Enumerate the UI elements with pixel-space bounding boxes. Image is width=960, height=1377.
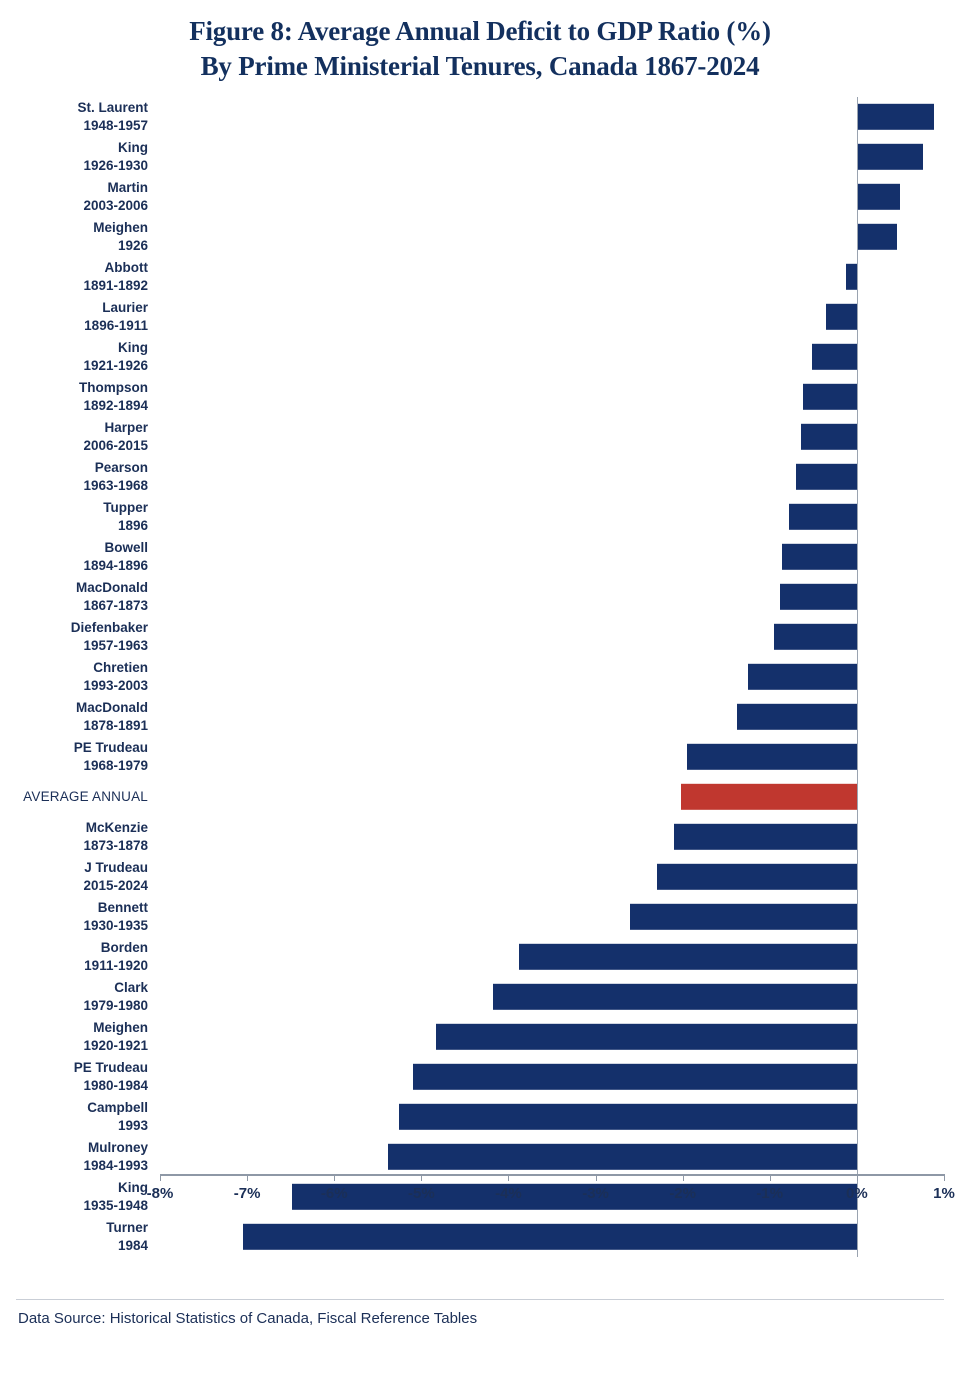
category-years: 1980-1984 <box>83 1078 148 1094</box>
x-axis-tick <box>508 1174 509 1181</box>
bar[interactable] <box>493 984 857 1010</box>
bar-row <box>160 1057 944 1097</box>
category-years: 1926-1930 <box>83 158 148 174</box>
x-axis-tick-label: 1% <box>933 1185 955 1202</box>
category-label: Diefenbaker 1957-1963 <box>71 619 148 655</box>
category-label: Campbell 1993 <box>87 1099 148 1135</box>
category-label-row <box>0 857 156 897</box>
x-axis-tick <box>421 1174 422 1181</box>
category-label-row <box>0 337 156 377</box>
bar-row <box>160 817 944 857</box>
bar-average-annual[interactable] <box>681 784 857 810</box>
bar[interactable] <box>796 464 857 490</box>
category-label-row <box>0 97 156 137</box>
x-axis-tick <box>944 1174 945 1181</box>
category-years: 1878-1891 <box>83 718 148 734</box>
category-years: 1873-1878 <box>83 838 148 854</box>
x-axis-tick-label: -7% <box>233 1185 261 1202</box>
category-label: J Trudeau 2015-2024 <box>83 859 148 895</box>
x-axis-tick <box>857 1174 858 1181</box>
category-label: Meighen 1926 <box>93 219 148 255</box>
category-label-row <box>0 297 156 337</box>
category-label-row <box>0 217 156 257</box>
bar-row <box>160 217 944 257</box>
category-years: 1930-1935 <box>83 918 148 934</box>
category-label-row <box>0 1177 156 1217</box>
category-label-row <box>0 1017 156 1057</box>
category-label: St. Laurent 1948-1957 <box>77 99 148 135</box>
x-axis-tick <box>683 1174 684 1181</box>
category-label: King 1935-1948 <box>83 1179 148 1215</box>
category-years: 1935-1948 <box>83 1198 148 1214</box>
bar[interactable] <box>630 904 856 930</box>
category-label-row <box>0 817 156 857</box>
bar-row <box>160 857 944 897</box>
bar-row <box>160 777 944 817</box>
category-label-row <box>0 537 156 577</box>
category-label-row <box>0 937 156 977</box>
category-years: 1993 <box>117 1118 148 1134</box>
x-axis-tick-label: -8% <box>146 1185 174 1202</box>
bar[interactable] <box>243 1224 857 1250</box>
bar-row <box>160 457 944 497</box>
bar-row <box>160 537 944 577</box>
x-axis-tick <box>770 1174 771 1181</box>
x-axis-tick-label: -1% <box>756 1185 784 1202</box>
category-label-row <box>0 977 156 1017</box>
bar-row <box>160 1137 944 1177</box>
category-label-row <box>0 1057 156 1097</box>
category-label-row <box>0 137 156 177</box>
category-label-row <box>0 897 156 937</box>
bar-row <box>160 257 944 297</box>
bar[interactable] <box>846 264 856 290</box>
bar[interactable] <box>399 1104 857 1130</box>
bar-row <box>160 177 944 217</box>
category-label-column <box>0 97 156 1257</box>
x-axis-tick-label: 0% <box>846 1185 868 1202</box>
x-axis-line <box>160 1174 944 1176</box>
x-axis-tick-label: -6% <box>320 1185 348 1202</box>
bar-row <box>160 737 944 777</box>
category-years: 1896-1911 <box>84 318 148 334</box>
category-label: Chretien 1993-2003 <box>83 659 148 695</box>
category-label-row <box>0 777 156 817</box>
bar[interactable] <box>737 704 857 730</box>
category-years: 1979-1980 <box>83 998 148 1014</box>
category-years: 2003-2006 <box>83 198 148 214</box>
category-label: King 1921-1926 <box>83 339 148 375</box>
x-axis-tick-label: -5% <box>407 1185 435 1202</box>
bar-row <box>160 137 944 177</box>
bar-row <box>160 1017 944 1057</box>
chart-title-line-2: By Prime Ministerial Tenures, Canada 1867-2024 <box>200 50 760 81</box>
category-label: Clark 1979-1980 <box>83 979 148 1015</box>
bar[interactable] <box>674 824 857 850</box>
bar[interactable] <box>782 544 857 570</box>
category-label-row <box>0 737 156 777</box>
category-years: 1984-1993 <box>83 1158 148 1174</box>
category-years: 1963-1968 <box>83 478 148 494</box>
category-label: Bowell 1894-1896 <box>83 539 148 575</box>
bar-row <box>160 617 944 657</box>
bar[interactable] <box>413 1064 857 1090</box>
category-label: Thompson 1892-1894 <box>79 379 148 415</box>
bar[interactable] <box>657 864 857 890</box>
bar[interactable] <box>803 384 857 410</box>
category-label: Laurier 1896-1911 <box>84 299 148 335</box>
category-label: Borden 1911-1920 <box>84 939 148 975</box>
bar-row <box>160 297 944 337</box>
category-label: Martin 2003-2006 <box>83 179 148 215</box>
zero-axis-line <box>857 97 859 1257</box>
bar[interactable] <box>780 584 857 610</box>
category-label: PE Trudeau 1968-1979 <box>74 739 148 775</box>
x-axis-tick <box>596 1174 597 1181</box>
footer-divider <box>16 1299 944 1300</box>
bar[interactable] <box>857 224 897 250</box>
bars-area <box>160 97 944 1257</box>
x-axis-tick <box>247 1174 248 1181</box>
bar-row <box>160 977 944 1017</box>
category-label-row <box>0 177 156 217</box>
category-label-row <box>0 577 156 617</box>
category-years: 1867-1873 <box>83 598 148 614</box>
category-label-row <box>0 377 156 417</box>
category-label-row <box>0 617 156 657</box>
category-years: 1894-1896 <box>83 558 148 574</box>
category-years: 1984 <box>117 1238 148 1254</box>
category-label: Abbott 1891-1892 <box>83 259 148 295</box>
plot-area <box>0 97 960 1257</box>
bar[interactable] <box>857 104 934 130</box>
category-label-row <box>0 257 156 297</box>
category-label: Tupper 1896 <box>103 499 148 535</box>
bar[interactable] <box>826 304 857 330</box>
bar-row <box>160 577 944 617</box>
category-years: 1968-1979 <box>83 758 148 774</box>
category-label-row <box>0 457 156 497</box>
bars-column <box>160 97 944 1257</box>
category-years: 1993-2003 <box>83 678 148 694</box>
bar-row <box>160 497 944 537</box>
category-label-row <box>0 657 156 697</box>
bar-row <box>160 937 944 977</box>
category-label: MacDonald 1878-1891 <box>76 699 148 735</box>
bar[interactable] <box>857 144 923 170</box>
category-years: 1926 <box>117 238 148 254</box>
category-years: 1948-1957 <box>83 118 148 134</box>
category-years: 1891-1892 <box>83 278 148 294</box>
category-years: 1911-1920 <box>84 958 148 974</box>
category-label: Bennett 1930-1935 <box>83 899 148 935</box>
category-label-row <box>0 1137 156 1177</box>
source-note: Data Source: Historical Statistics of Canada, Fiscal Reference Tables <box>18 1310 478 1327</box>
category-label: Pearson 1963-1968 <box>83 459 148 495</box>
bar[interactable] <box>857 184 901 210</box>
bar[interactable] <box>748 664 857 690</box>
x-axis-tick-label: -4% <box>495 1185 522 1202</box>
category-years: 1920-1921 <box>83 1038 148 1054</box>
x-axis-tick <box>334 1174 335 1181</box>
chart-title <box>0 0 960 83</box>
bar[interactable] <box>388 1144 857 1170</box>
category-years: 1921-1926 <box>83 358 148 374</box>
category-label: PE Trudeau 1980-1984 <box>74 1059 148 1095</box>
bar-row <box>160 657 944 697</box>
bar-row <box>160 1097 944 1137</box>
category-label-row <box>0 417 156 457</box>
bar[interactable] <box>812 344 857 370</box>
x-axis-tick-label: -2% <box>669 1185 696 1202</box>
x-axis-tick <box>160 1174 161 1181</box>
category-label: Meighen 1920-1921 <box>83 1019 148 1055</box>
bar-row <box>160 377 944 417</box>
category-label: Mulroney 1984-1993 <box>83 1139 148 1175</box>
category-years: 1896 <box>117 518 148 534</box>
category-label: Turner 1984 <box>106 1219 148 1255</box>
bar-row <box>160 1217 944 1257</box>
category-label: MacDonald 1867-1873 <box>76 579 148 615</box>
chart-title-line-1: Figure 8: Average Annual Deficit to GDP Ratio (%) <box>189 16 771 46</box>
category-label: Harper 2006-2015 <box>83 419 148 455</box>
bar[interactable] <box>687 744 857 770</box>
category-years: 1957-1963 <box>83 638 148 654</box>
bar-row <box>160 97 944 137</box>
bar-row <box>160 697 944 737</box>
bar-row <box>160 897 944 937</box>
bar[interactable] <box>789 504 857 530</box>
bar[interactable] <box>801 424 857 450</box>
category-label: King 1926-1930 <box>83 139 148 175</box>
x-axis-tick-label: -3% <box>582 1185 609 1202</box>
bar[interactable] <box>436 1024 857 1050</box>
bar[interactable] <box>519 944 857 970</box>
category-label-row <box>0 1097 156 1137</box>
category-years: 2015-2024 <box>83 878 148 894</box>
category-label-row <box>0 1217 156 1257</box>
x-axis <box>146 1174 955 1214</box>
category-label-row <box>0 497 156 537</box>
category-years: 2006-2015 <box>83 438 148 454</box>
bar-row <box>160 417 944 457</box>
category-label: McKenzie 1873-1878 <box>83 819 148 855</box>
category-years: 1892-1894 <box>83 398 148 414</box>
category-label: AVERAGE ANNUAL <box>23 788 148 804</box>
bar[interactable] <box>774 624 857 650</box>
category-label-row <box>0 697 156 737</box>
bar-row <box>160 337 944 377</box>
